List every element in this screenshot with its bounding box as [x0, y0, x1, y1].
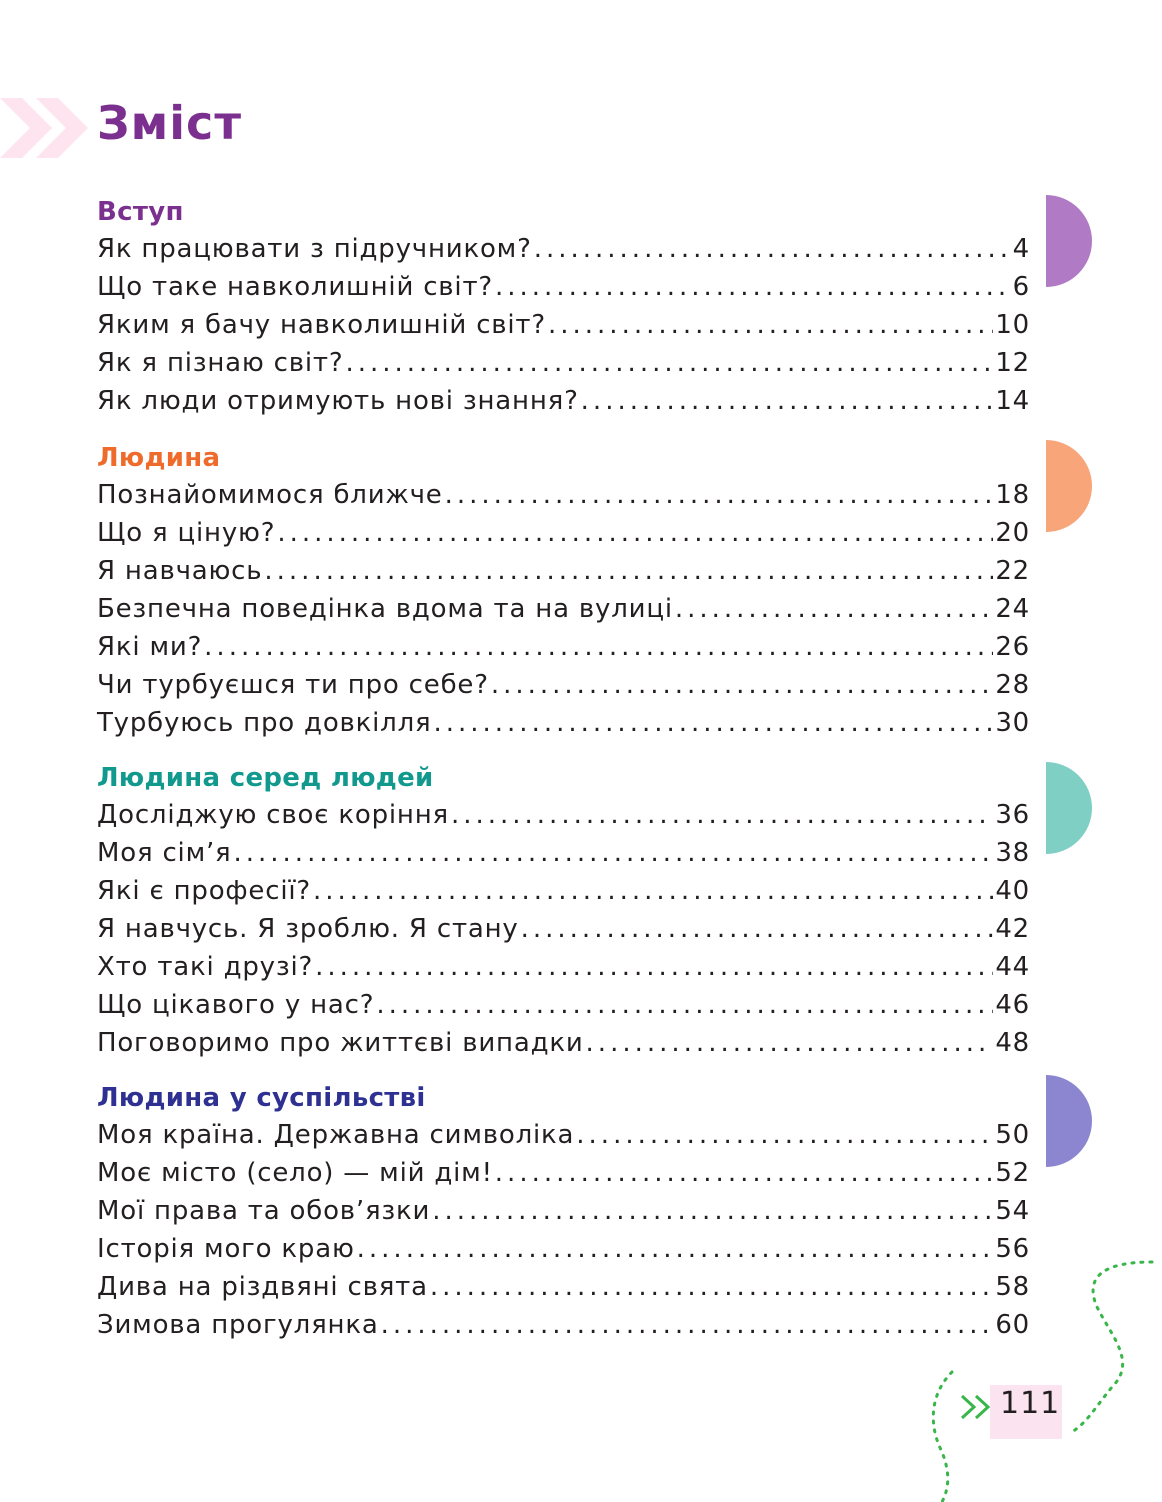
section-society	[97, 1080, 1030, 1344]
section-human	[97, 440, 1030, 742]
dot-leader	[495, 1154, 994, 1192]
toc-item-page: 10	[995, 310, 1030, 340]
toc-item[interactable]	[97, 1268, 1030, 1306]
toc-item-label: Чи турбуєшся ти про себе?	[97, 670, 489, 700]
toc-item[interactable]	[97, 1024, 1030, 1062]
toc-item-label: Зимова прогулянка	[97, 1310, 379, 1340]
section-tab-society	[1046, 1075, 1092, 1167]
toc-item-label: Як люди отримують нові знання?	[97, 386, 579, 416]
toc-item[interactable]	[97, 590, 1030, 628]
dot-leader	[315, 948, 993, 986]
toc-item-page: 50	[995, 1120, 1030, 1150]
dotted-path-decoration-icon	[922, 1222, 1162, 1502]
page-title: Зміст	[97, 96, 242, 150]
toc-item[interactable]	[97, 230, 1030, 268]
toc-item-page: 24	[995, 594, 1030, 624]
toc-item-page: 56	[995, 1234, 1030, 1264]
section-title-among-people: Людина серед людей	[97, 763, 434, 793]
dot-leader	[357, 1230, 994, 1268]
toc-item-label: Яким я бачу навколишній світ?	[97, 310, 546, 340]
toc-item[interactable]	[97, 704, 1030, 742]
section-title-intro: Вступ	[97, 197, 184, 227]
toc-item-label: Дива на різдвяні свята	[97, 1272, 428, 1302]
toc-item[interactable]	[97, 382, 1030, 420]
toc-item[interactable]	[97, 796, 1030, 834]
toc-item-label: Я навчусь. Я зроблю. Я стану	[97, 914, 519, 944]
section-tab-intro	[1046, 195, 1092, 287]
toc-item[interactable]	[97, 1154, 1030, 1192]
toc-item-page: 48	[995, 1028, 1030, 1058]
dot-leader	[376, 986, 993, 1024]
page-number: 111	[1000, 1386, 1061, 1421]
toc-item-label: Досліджую своє коріння	[97, 800, 449, 830]
toc-item-page: 18	[995, 480, 1030, 510]
toc-item-label: Безпечна поведінка вдома та на вулиці	[97, 594, 673, 624]
toc-item[interactable]	[97, 344, 1030, 382]
section-tab-among-people	[1046, 762, 1092, 854]
section-title-human: Людина	[97, 443, 221, 473]
toc-item-label: Які ми?	[97, 632, 203, 662]
toc-item[interactable]	[97, 476, 1030, 514]
toc-item-label: Як працювати з підручником?	[97, 234, 532, 264]
toc-item-page: 46	[995, 990, 1030, 1020]
toc-item-page: 28	[995, 670, 1030, 700]
toc-item[interactable]	[97, 514, 1030, 552]
dot-leader	[345, 344, 993, 382]
toc-item-page: 4	[1012, 234, 1030, 264]
toc-item[interactable]	[97, 986, 1030, 1024]
dot-leader	[381, 1306, 994, 1344]
dot-leader	[675, 590, 993, 628]
toc-item-page: 60	[995, 1310, 1030, 1340]
toc-item-label: Історія мого краю	[97, 1234, 355, 1264]
toc-item-page: 6	[1012, 272, 1030, 302]
dot-leader	[576, 1116, 993, 1154]
toc-item-label: Моя сім’я	[97, 838, 232, 868]
toc-item-page: 20	[995, 518, 1030, 548]
dot-leader	[264, 552, 993, 590]
toc-item[interactable]	[97, 872, 1030, 910]
toc-item-page: 30	[995, 708, 1030, 738]
toc-item-page: 36	[995, 800, 1030, 830]
dot-leader	[277, 514, 993, 552]
toc-item[interactable]	[97, 666, 1030, 704]
section-intro	[97, 194, 1030, 420]
toc-item-label: Мої права та обов’язки	[97, 1196, 431, 1226]
section-among-people	[97, 760, 1030, 1062]
dot-leader	[521, 910, 994, 948]
dot-leader	[495, 268, 1011, 306]
toc-item-page: 12	[995, 348, 1030, 378]
chevron-decoration-icon	[0, 78, 100, 178]
toc-item-label: Моя країна. Державна символіка	[97, 1120, 575, 1150]
toc-item[interactable]	[97, 1306, 1030, 1344]
dot-leader	[451, 796, 993, 834]
dot-leader	[432, 1192, 993, 1230]
toc-item-label: Що цікавого у нас?	[97, 990, 375, 1020]
toc-item-label: Турбуюсь про довкілля	[97, 708, 432, 738]
toc-item[interactable]	[97, 834, 1030, 872]
toc-item-label: Що я ціную?	[97, 518, 276, 548]
toc-item-page: 54	[995, 1196, 1030, 1226]
toc-item-label: Які є професії?	[97, 876, 311, 906]
toc-item[interactable]	[97, 1230, 1030, 1268]
toc-item-page: 22	[995, 556, 1030, 586]
toc-item-page: 26	[995, 632, 1030, 662]
toc-item[interactable]	[97, 268, 1030, 306]
chevron-right-icon	[958, 1392, 998, 1422]
dot-leader	[548, 306, 993, 344]
toc-item[interactable]	[97, 1192, 1030, 1230]
toc-item-page: 58	[995, 1272, 1030, 1302]
dot-leader	[534, 230, 1011, 268]
toc-item-label: Хто такі друзі?	[97, 952, 314, 982]
toc-item-page: 40	[995, 876, 1030, 906]
dot-leader	[586, 1024, 994, 1062]
toc-item-page: 52	[995, 1158, 1030, 1188]
toc-item-label: Познайомимося ближче	[97, 480, 443, 510]
toc-item-label: Поговоримо про життєві випадки	[97, 1028, 584, 1058]
toc-item[interactable]	[97, 628, 1030, 666]
dot-leader	[581, 382, 994, 420]
toc-item-page: 38	[995, 838, 1030, 868]
section-tab-human	[1046, 440, 1092, 532]
toc-item-page: 14	[995, 386, 1030, 416]
dot-leader	[491, 666, 994, 704]
toc-item[interactable]	[97, 1116, 1030, 1154]
dot-leader	[433, 704, 993, 742]
dot-leader	[430, 1268, 993, 1306]
toc-item-page: 42	[995, 914, 1030, 944]
toc-item-label: Я навчаюсь	[97, 556, 263, 586]
dot-leader	[233, 834, 993, 872]
toc-item[interactable]	[97, 552, 1030, 590]
toc-item[interactable]	[97, 306, 1030, 344]
dot-leader	[313, 872, 993, 910]
section-title-society: Людина у суспільстві	[97, 1083, 426, 1113]
toc-item-label: Як я пізнаю світ?	[97, 348, 344, 378]
dot-leader	[204, 628, 993, 666]
toc-item-label: Що таке навколишній світ?	[97, 272, 493, 302]
toc-item-page: 44	[995, 952, 1030, 982]
toc-item[interactable]	[97, 910, 1030, 948]
dot-leader	[445, 476, 994, 514]
toc-item[interactable]	[97, 948, 1030, 986]
toc-item-label: Моє місто (село) — мій дім!	[97, 1158, 493, 1188]
